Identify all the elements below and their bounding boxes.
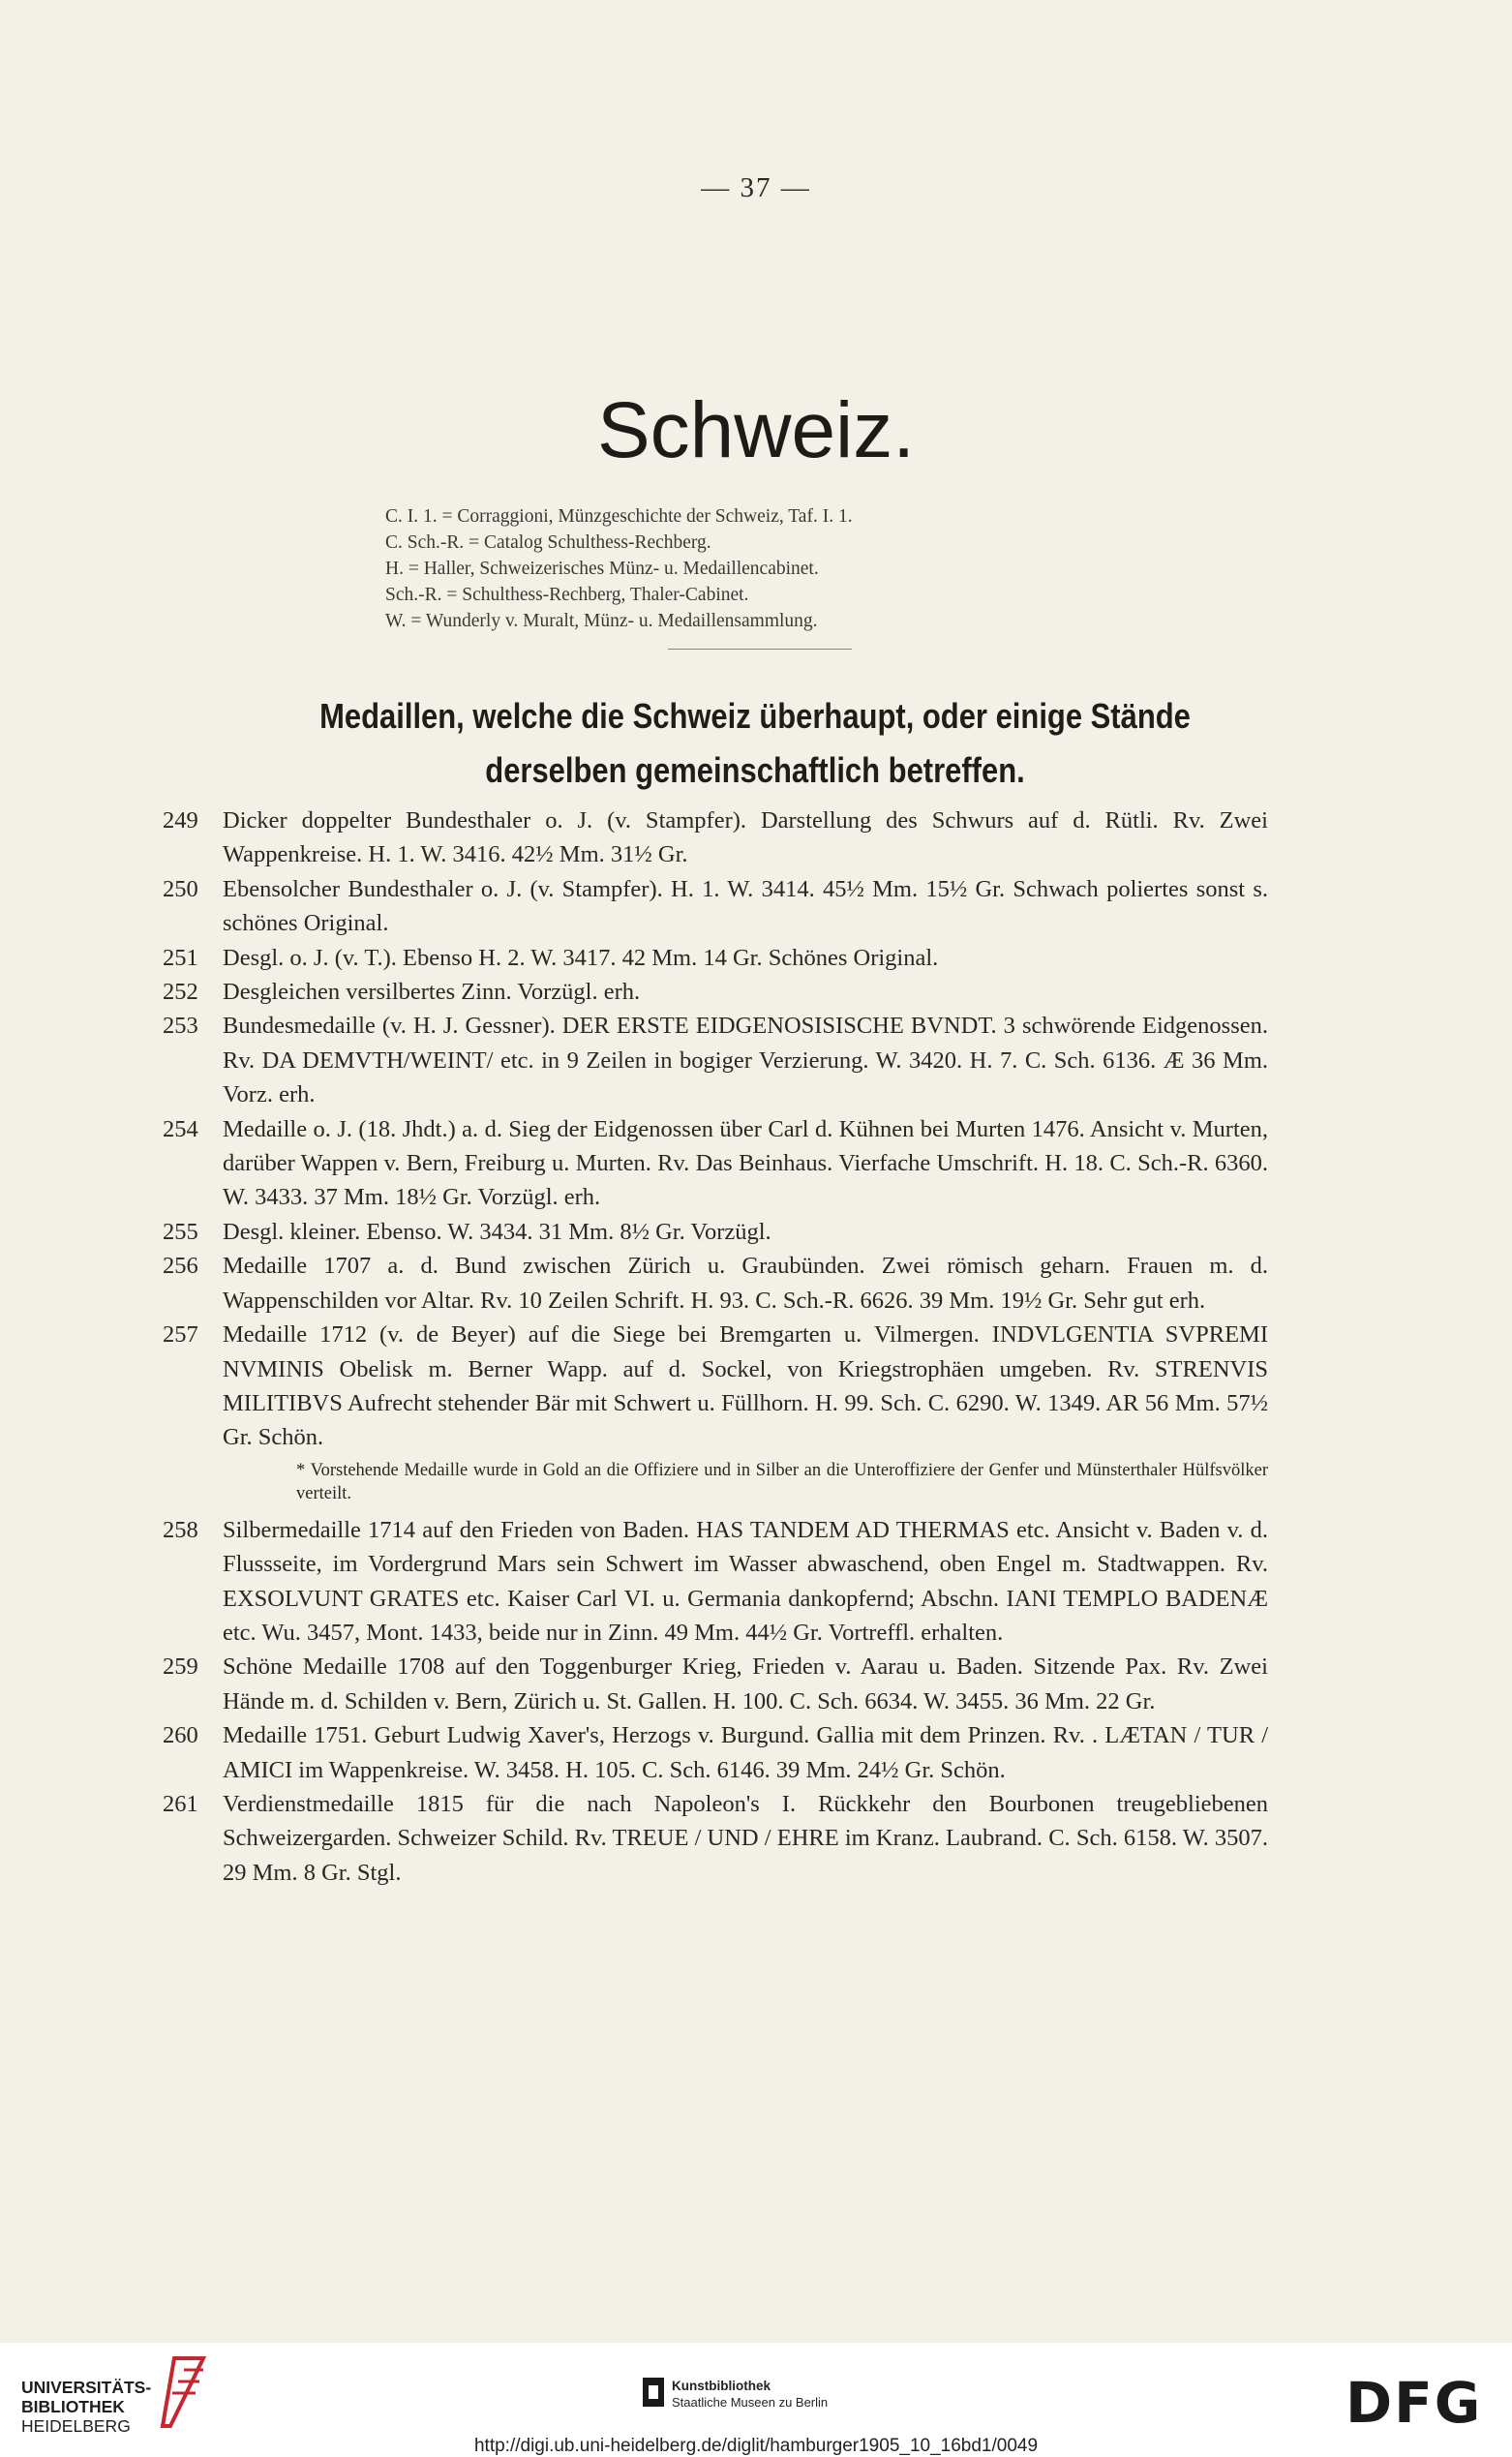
catalog-entry xyxy=(163,1650,1268,1718)
dfg-logo[interactable]: DFG xyxy=(1346,2370,1483,2436)
page-title: Schweiz. xyxy=(596,386,916,474)
catalog-entry xyxy=(163,1215,1268,1249)
catalog-entry xyxy=(163,975,1268,1009)
section-heading-line: derselben gemeinschaftlich betreffen. xyxy=(485,750,1025,790)
entry-number: 261 xyxy=(163,1790,198,1817)
university-library-logo[interactable] xyxy=(21,2378,151,2436)
catalog-entry xyxy=(163,1318,1268,1455)
section-heading-line: Medaillen, welche die Schweiz überhaupt, oder einige Stände xyxy=(319,696,1191,736)
entry-number: 257 xyxy=(163,1321,198,1349)
entry-text: Medaille 1712 (v. de Beyer) auf die Siege bei Bremgarten u. Vilmergen. INDVLGENTIA SVPREMI NVMINIS Obelisk m. Berner Wapp. auf d. Sockel, von Kriegstrophäen umgeben. Rv. STRENVIS MILITIBVS Aufrecht stehender Bär mit Schwert u. Füllhorn. H. 99. Sch. C. 6290. W. 1349. AR 56 Mm. 57½ Gr. Schön. xyxy=(223,1321,1268,1451)
entry-number: 251 xyxy=(163,944,198,971)
library-mark-icon xyxy=(153,2352,211,2430)
abbreviation-item: H. = Haller, Schweizerisches Münz- u. Medaillencabinet. xyxy=(385,559,819,579)
entry-number: 260 xyxy=(163,1722,198,1749)
kunstbibliothek-logo[interactable] xyxy=(672,2378,828,2411)
abbreviation-item: C. Sch.-R. = Catalog Schulthess-Rechberg. xyxy=(385,532,711,553)
entry-text: Medaille 1751. Geburt Ludwig Xaver's, Herzogs v. Burgund. Gallia mit dem Prinzen. Rv. . LÆTAN / TUR / AMICI im Wappenkreise. W. 3458. H. 105. C. Sch. 6146. 39 Mm. 24½ Gr. Schön. xyxy=(223,1722,1268,1783)
entry-number: 256 xyxy=(163,1253,198,1280)
catalog-entry xyxy=(163,1112,1268,1215)
entry-text: Schöne Medaille 1708 auf den Toggenburger Krieg, Frieden v. Aarau u. Baden. Sitzende Pax. Rv. Zwei Hände m. d. Schilden v. Bern, Zürich u. St. Gallen. H. 100. C. Sch. 6634. W. 3455. 36 Mm. 22 Gr. xyxy=(223,1653,1268,1714)
footnote: * Vorstehende Medaille wurde in Gold an die Offiziere und in Silber an die Unteroffiziere der Genfer und Münsterthaler Hülfsvölker verteilt. xyxy=(296,1460,1268,1503)
divider xyxy=(668,649,852,650)
entry-number: 249 xyxy=(163,807,198,834)
source-url[interactable]: http://digi.ub.uni-heidelberg.de/diglit/hamburger1905_10_16bd1/0049 xyxy=(473,2436,1039,2456)
catalog-entry xyxy=(163,804,1268,872)
abbreviation-item: W. = Wunderly v. Muralt, Münz- u. Medaillensammlung. xyxy=(385,611,818,631)
entry-text: Desgl. kleiner. Ebenso. W. 3434. 31 Mm. 8½ Gr. Vorzügl. xyxy=(223,1218,771,1245)
catalog-entry xyxy=(163,1249,1268,1318)
entry-text: Desgl. o. J. (v. T.). Ebenso H. 2. W. 3417. 42 Mm. 14 Gr. Schönes Original. xyxy=(223,944,939,971)
entry-text: Ebensolcher Bundesthaler o. J. (v. Stampfer). H. 1. W. 3414. 45½ Mm. 15½ Gr. Schwach poliertes sonst s. schönes Original. xyxy=(223,875,1268,937)
kb-subtitle: Staatliche Museen zu Berlin xyxy=(672,2395,829,2410)
entry-text: Dicker doppelter Bundesthaler o. J. (v. Stampfer). Darstellung des Schwurs auf d. Rütli. Rv. Zwei Wappenkreise. H. 1. W. 3416. 42½ Mm. 31½ Gr. xyxy=(223,807,1268,868)
entry-number: 252 xyxy=(163,979,198,1006)
entry-text: Medaille 1707 a. d. Bund zwischen Zürich u. Graubünden. Zwei römisch geharn. Frauen m. d. Wappenschilden vor Altar. Rv. 10 Zeilen Schrift. H. 93. C. Sch.-R. 6626. 39 Mm. 19½ Gr. Sehr gut erh. xyxy=(223,1253,1268,1314)
library-name: BIBLIOTHEK xyxy=(21,2397,125,2416)
entry-number: 255 xyxy=(163,1218,198,1245)
entry-number: 254 xyxy=(163,1115,198,1142)
entry-number: 250 xyxy=(163,875,198,902)
entry-number: 259 xyxy=(163,1653,198,1681)
kb-title: Kunstbibliothek xyxy=(672,2379,771,2393)
entry-text: Verdienstmedaille 1815 für die nach Napoleon's I. Rückkehr den Bourbonen treugebliebenen Schweizergarden. Schweizer Schild. Rv. TREUE / UND / EHRE im Kranz. Laubrand. C. Sch. 6158. W. 3507. 29 Mm. 8 Gr. Stgl. xyxy=(223,1790,1268,1886)
catalog-entries xyxy=(163,804,1268,1890)
entry-text: Desgleichen versilbertes Zinn. Vorzügl. erh. xyxy=(223,979,641,1006)
abbreviation-list xyxy=(385,503,1256,634)
entry-number: 258 xyxy=(163,1516,198,1543)
catalog-entry xyxy=(163,1513,1268,1651)
catalog-entry xyxy=(163,1718,1268,1787)
library-name: UNIVERSITÄTS- xyxy=(21,2378,152,2397)
entry-text: Medaille o. J. (18. Jhdt.) a. d. Sieg der Eidgenossen über Carl d. Kühnen bei Murten 1476. Ansicht v. Murten, darüber Wappen v. Bern, Freiburg u. Murten. Rv. Das Beinhaus. Vierfache Umschrift. H. 18. C. Sch.-R. 6360. W. 3433. 37 Mm. 18½ Gr. Vorzügl. erh. xyxy=(223,1115,1268,1211)
kunstbibliothek-logo-icon xyxy=(643,2378,664,2407)
entry-text: Silbermedaille 1714 auf den Frieden von Baden. HAS TANDEM AD THERMAS etc. Ansicht v. Baden v. d. Flussseite, im Vordergrund Mars sein Schwert im Wasser abwaschend, oben Engel m. Stadtwappen. Rv. EXSOLVUNT GRATES etc. Kaiser Carl VI. u. Germania dankopfernd; Abschn. IANI TEMPLO BADENÆ etc. Wu. 3457, Mont. 1433, beide nur in Zinn. 49 Mm. 44½ Gr. Vortreffl. erhalten. xyxy=(223,1516,1268,1646)
abbreviation-item: Sch.-R. = Schulthess-Rechberg, Thaler-Cabinet. xyxy=(385,585,749,605)
entry-number: 253 xyxy=(163,1013,198,1040)
catalog-entry xyxy=(163,941,1268,975)
library-city: HEIDELBERG xyxy=(21,2416,131,2436)
footer-bar xyxy=(0,2343,1512,2457)
abbreviation-item: C. I. 1. = Corraggioni, Münzgeschichte der Schweiz, Taf. I. 1. xyxy=(385,506,853,527)
entry-text: Bundesmedaille (v. H. J. Gessner). DER ERSTE EIDGENOSISISCHE BVNDT. 3 schwörende Eidgenossen. Rv. DA DEMVTH/WEINT/ etc. in 9 Zeilen in bogiger Verzierung. W. 3420. H. 7. C. Sch. 6136. Æ 36 Mm. Vorz. erh. xyxy=(223,1013,1268,1108)
page-number: — 37 — xyxy=(701,172,811,203)
catalog-entry xyxy=(163,1009,1268,1111)
catalog-entry xyxy=(163,1787,1268,1890)
catalog-entry xyxy=(163,872,1268,941)
section-heading xyxy=(239,689,1271,798)
